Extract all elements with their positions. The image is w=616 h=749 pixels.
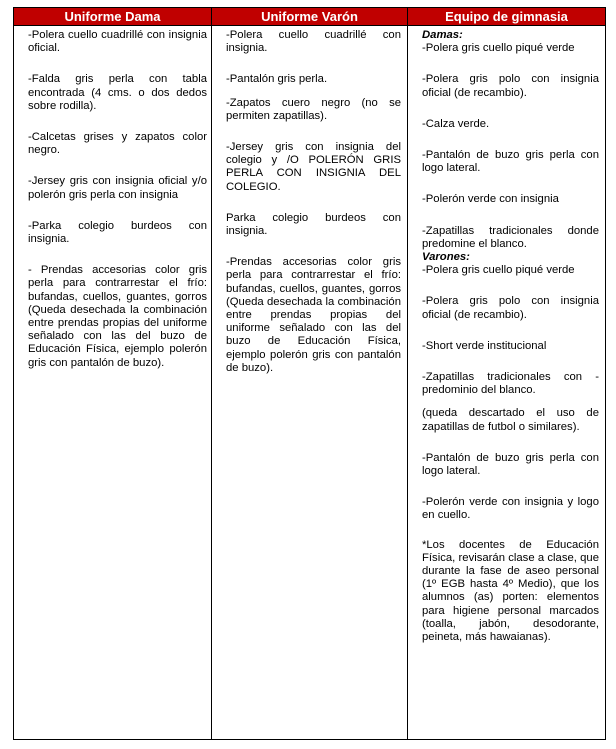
gimnasia-varones-item: -Polera gris polo con insignia oficial (de recambio). <box>422 295 599 321</box>
gimnasia-varones-item: -Pantalón de buzo gris perla con logo lateral. <box>422 451 599 478</box>
dama-item: - Prendas accesorias color gris perla para contrarrestar el frío: bufandas, cuellos, guantes, gorros (Queda desechada la combinación entre prendas propias del uniforme señalado con las del buzo de Educación Física, ejemplo polerón gris con pantalón de buzo). <box>28 264 207 369</box>
content-row <box>14 26 606 740</box>
varon-item: Parka colegio burdeos con insignia. <box>226 211 401 238</box>
gimnasia-varones-item: -Polerón verde con insignia y logo en cuello. <box>422 496 599 522</box>
gimnasia-varones-item: -Zapatillas tradicionales con -predominio del blanco. <box>422 371 599 397</box>
gimnasia-damas-item: -Polera gris cuello piqué verde <box>422 42 575 55</box>
dama-item: -Parka colegio burdeos con insignia. <box>28 219 207 246</box>
varon-item: -Zapatos cuero negro (no se permiten zapatillas). <box>226 96 401 122</box>
header-uniforme-dama: Uniforme Dama <box>14 8 212 26</box>
gimnasia-damas-item: -Calza verde. <box>422 117 490 130</box>
gimnasia-varones-item: -Polera gris cuello piqué verde <box>422 264 575 277</box>
column-varon <box>212 26 408 740</box>
varon-item: -Jersey gris con insignia del colegio y /O POLERÓN GRIS PERLA CON INSIGNIA DEL COLEGIO. <box>226 141 401 193</box>
gimnasia-varones-item: (queda descartado el uso de zapatillas de futbol o similares). <box>422 407 599 433</box>
column-dama <box>14 26 212 740</box>
column-gimnasia <box>408 26 606 740</box>
gimnasia-varones-item: -Short verde institucional <box>422 339 547 352</box>
damas-label: Damas: <box>422 29 463 41</box>
gimnasia-damas-item: -Pantalón de buzo gris perla con logo lateral. <box>422 149 599 175</box>
header-row <box>14 8 606 26</box>
varon-item: -Prendas accesorias color gris perla para contrarrestar el frío: bufandas, cuellos, guantes, gorros (Queda desechada la combinación entre prendas propias del uniforme señalado con las del buzo de Educación Física, ejemplo polerón gris con pantalón de buzo). <box>226 256 401 374</box>
varon-item: -Pantalón gris perla. <box>226 73 328 86</box>
gimnasia-damas-item: -Polerón verde con insignia <box>422 193 559 206</box>
header-equipo-gimnasia: Equipo de gimnasia <box>408 8 606 26</box>
docentes-note: *Los docentes de Educación Física, revisarán clase a clase, que durante la fase de aseo personal (1º EGB hasta 4º Medio), que los alumnos (as) porten: elementos para higiene personal marcados (toalla, jabón, desodorante, peineta, más hawaianas). <box>422 538 599 644</box>
dama-item: -Calcetas grises y zapatos color negro. <box>28 131 207 157</box>
dama-item: -Jersey gris con insignia oficial y/o polerón gris perla con insignia <box>28 175 207 201</box>
uniform-table <box>13 7 606 740</box>
gimnasia-damas-item: -Zapatillas tradicionales donde predomine el blanco. <box>422 224 599 250</box>
dama-item: -Polera cuello cuadrillé con insignia oficial. <box>28 29 207 55</box>
varon-item: -Polera cuello cuadrillé con insignia. <box>226 29 401 55</box>
varones-label: Varones: <box>422 251 470 264</box>
gimnasia-damas-item: -Polera gris polo con insignia oficial (de recambio). <box>422 73 599 99</box>
dama-item: -Falda gris perla con tabla encontrada (4 cms. o dos dedos sobre rodilla). <box>28 73 207 112</box>
header-uniforme-varon: Uniforme Varón <box>212 8 408 26</box>
